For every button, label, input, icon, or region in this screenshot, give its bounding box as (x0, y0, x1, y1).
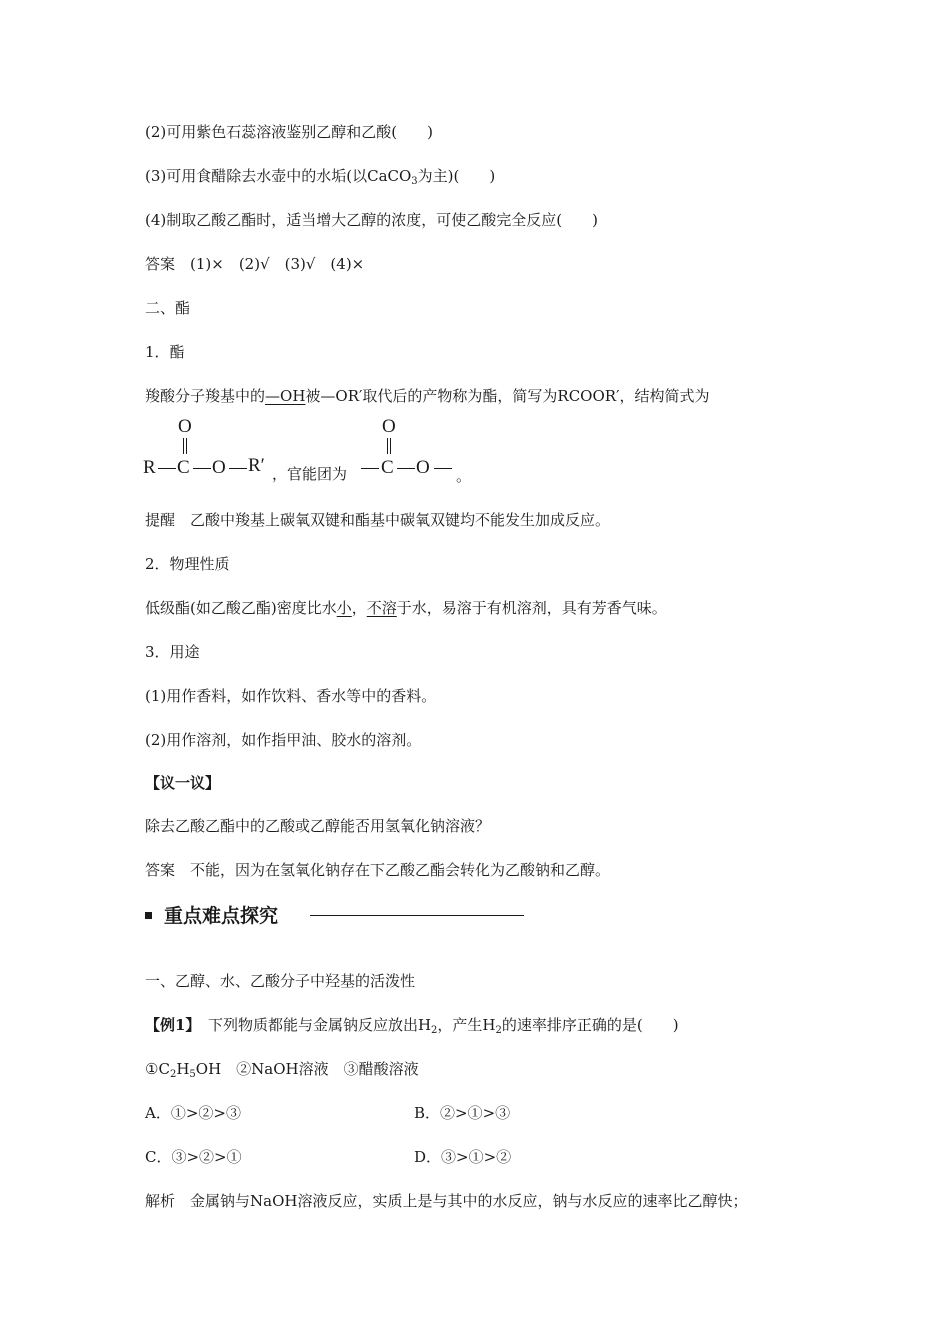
solubility-blank: 不溶 (366, 599, 397, 617)
subscript: 5 (189, 1069, 196, 1080)
carbon: C (177, 457, 190, 478)
discuss-question: 除去乙酸乙酯中的乙酸或乙醇能否用氢氧化钠溶液？ (145, 817, 491, 835)
bond (158, 468, 176, 469)
example-1 (145, 1015, 679, 1035)
physical-sep: ， (351, 599, 367, 617)
option-d: D．③>①>② (414, 1148, 512, 1166)
physical-text: 低级酯(如乙酸乙酯)密度比水 (145, 599, 337, 617)
r-group: R (143, 457, 156, 478)
use-2: (2)用作溶剂，如作指甲油、胶水的溶剂。 (145, 731, 422, 749)
ester-subheading: 1．酯 (145, 343, 185, 361)
substance-text: OH ②NaOH溶液 ③醋酸溶液 (195, 1060, 419, 1078)
question-3-text: (3)可用食醋除去水壶中的水垢(以CaCO (145, 167, 412, 185)
option-c: C．③>②>① (145, 1148, 242, 1166)
substances-list (145, 1059, 419, 1079)
option-b: B．②>①>③ (414, 1104, 511, 1122)
bond (434, 468, 452, 469)
substance-text: H (176, 1060, 190, 1078)
example-label: 【例1】 (145, 1016, 193, 1034)
discuss-answer: 答案 不能，因为在氢氧化钠存在下乙酸乙酯会转化为乙酸钠和乙醇。 (145, 861, 611, 879)
bond (193, 468, 211, 469)
use-1: (1)用作香料，如作饮料、香水等中的香料。 (145, 687, 437, 705)
hydroxyl-blank: —OH (265, 387, 306, 405)
bond (361, 468, 379, 469)
part1-heading: 一、乙醇、水、乙酸分子中羟基的活泼性 (145, 972, 416, 990)
subscript: 2 (169, 1069, 177, 1080)
fg-double-bond (387, 438, 391, 454)
section-title: 重点难点探究 (164, 905, 279, 927)
example-text: 下列物质都能与金属钠反应放出H (192, 1016, 432, 1034)
functional-group-label: ，官能团为 (272, 465, 348, 483)
analysis-line: 解析 金属钠与NaOH溶液反应，实质上是与其中的水反应，钠与水反应的速率比乙醇快； (145, 1192, 748, 1210)
subscript: 2 (431, 1025, 438, 1036)
question-2: (2)可用紫色石蕊溶液鉴别乙醇和乙酸( ) (145, 123, 433, 141)
section-rule (310, 915, 524, 916)
physical-properties (145, 598, 667, 618)
uses-heading: 3．用途 (145, 643, 200, 661)
density-blank: 小 (336, 599, 352, 617)
ester-definition (145, 386, 709, 406)
period: 。 (456, 467, 472, 485)
fg-carbonyl-o: O (382, 416, 396, 437)
substance-text: ①C (145, 1060, 170, 1078)
r-prime-group: R′ (248, 455, 265, 476)
example-text-tail: 的速率排序正确的是( ) (501, 1016, 679, 1034)
fg-o: O (416, 457, 430, 478)
question-4: (4)制取乙酸乙酯时，适当增大乙醇的浓度，可使乙酸完全反应( ) (145, 211, 598, 229)
answer-line: 答案 (1)× (2)√ (3)√ (4)× (145, 255, 365, 273)
discuss-label: 【议一议】 (145, 774, 221, 792)
subscript: 2 (495, 1025, 502, 1036)
definition-tail: 被—OR′取代后的产物称为酯，简写为RCOOR′，结构简式为 (305, 387, 710, 405)
bond (397, 468, 415, 469)
physical-heading: 2．物理性质 (145, 555, 230, 573)
bond (229, 468, 247, 469)
question-3 (145, 166, 495, 186)
physical-tail: 于水，易溶于有机溶剂，具有芳香气味。 (396, 599, 667, 617)
example-text-mid: ，产生H (437, 1016, 496, 1034)
option-a: A．①>②>③ (145, 1104, 241, 1122)
double-bond (183, 438, 187, 454)
question-3-tail: 为主)( ) (417, 167, 496, 185)
carbonyl-o: O (178, 416, 192, 437)
fg-carbon: C (381, 457, 394, 478)
ether-o: O (212, 457, 226, 478)
definition-text: 羧酸分子羧基中的 (145, 387, 266, 405)
tip-line: 提醒 乙酸中羧基上碳氧双键和酯基中碳氧双键均不能发生加成反应。 (145, 511, 611, 529)
subscript: 3 (411, 176, 418, 187)
section-bullet-icon (145, 912, 152, 919)
ester-heading: 二、酯 (145, 299, 191, 317)
